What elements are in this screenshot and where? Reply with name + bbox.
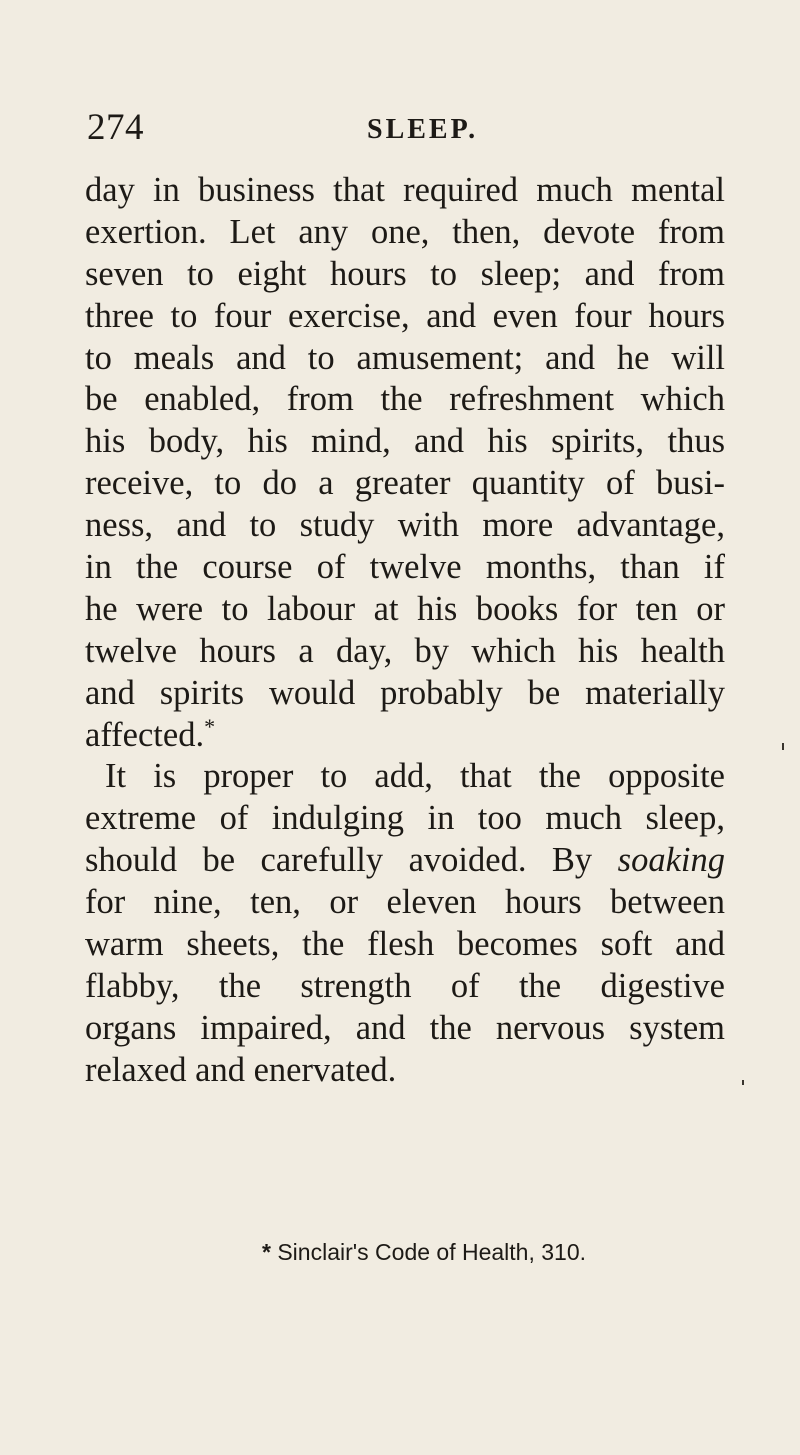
paper-speck <box>782 743 784 750</box>
text-line-soaking <box>85 840 725 882</box>
page-number: 274 <box>87 107 144 148</box>
section-title: SLEEP. <box>367 114 479 145</box>
text-line: day in business that required much mental <box>85 171 725 209</box>
footnote-text: Sinclair's Code of Health, 310. <box>277 1239 587 1265</box>
text-line: organs impaired, and the nervous system <box>85 1008 725 1047</box>
text-fragment: should be carefully avoided. By <box>85 841 618 880</box>
paper-speck <box>742 1080 744 1085</box>
text-line: flabby, the strength of the digestive <box>85 966 725 1005</box>
emphasized-word: soaking <box>617 841 725 880</box>
text-line: receive, to do a greater quantity of busi- <box>85 464 725 503</box>
text-line: he were to labour at his books for ten or <box>85 589 725 628</box>
text-line: extreme of indulging in too much sleep, <box>85 799 725 838</box>
text-line: exertion. Let any one, then, devote from <box>85 212 725 251</box>
text-line: It is proper to add, that the opposite <box>105 757 725 796</box>
text-line: relaxed and enervated. <box>85 1050 397 1089</box>
text-line: warm sheets, the flesh becomes soft and <box>85 925 725 964</box>
text-line: and spirits would probably be materially <box>85 673 725 712</box>
text-line: seven to eight hours to sleep; and from <box>85 254 725 293</box>
text-line: to meals and to amusement; and he will <box>85 338 725 377</box>
text-line-affected <box>85 715 725 757</box>
footnote <box>262 1237 586 1267</box>
text-line: in the course of twelve months, than if <box>85 548 725 587</box>
footnote-mark: * <box>262 1239 271 1265</box>
body-text <box>85 170 725 1092</box>
text-line: twelve hours a day, by which his health <box>85 631 725 670</box>
text-line: his body, his mind, and his spirits, thus <box>85 422 725 461</box>
text-line: three to four exercise, and even four hours <box>85 296 725 335</box>
affected-word: affected. <box>85 715 205 754</box>
text-line: be enabled, from the refreshment which <box>85 380 725 419</box>
running-head <box>87 108 727 148</box>
text-line: for nine, ten, or eleven hours between <box>85 883 725 922</box>
footnote-reference[interactable]: * <box>204 713 216 739</box>
text-line: ness, and to study with more advantage, <box>85 506 725 545</box>
